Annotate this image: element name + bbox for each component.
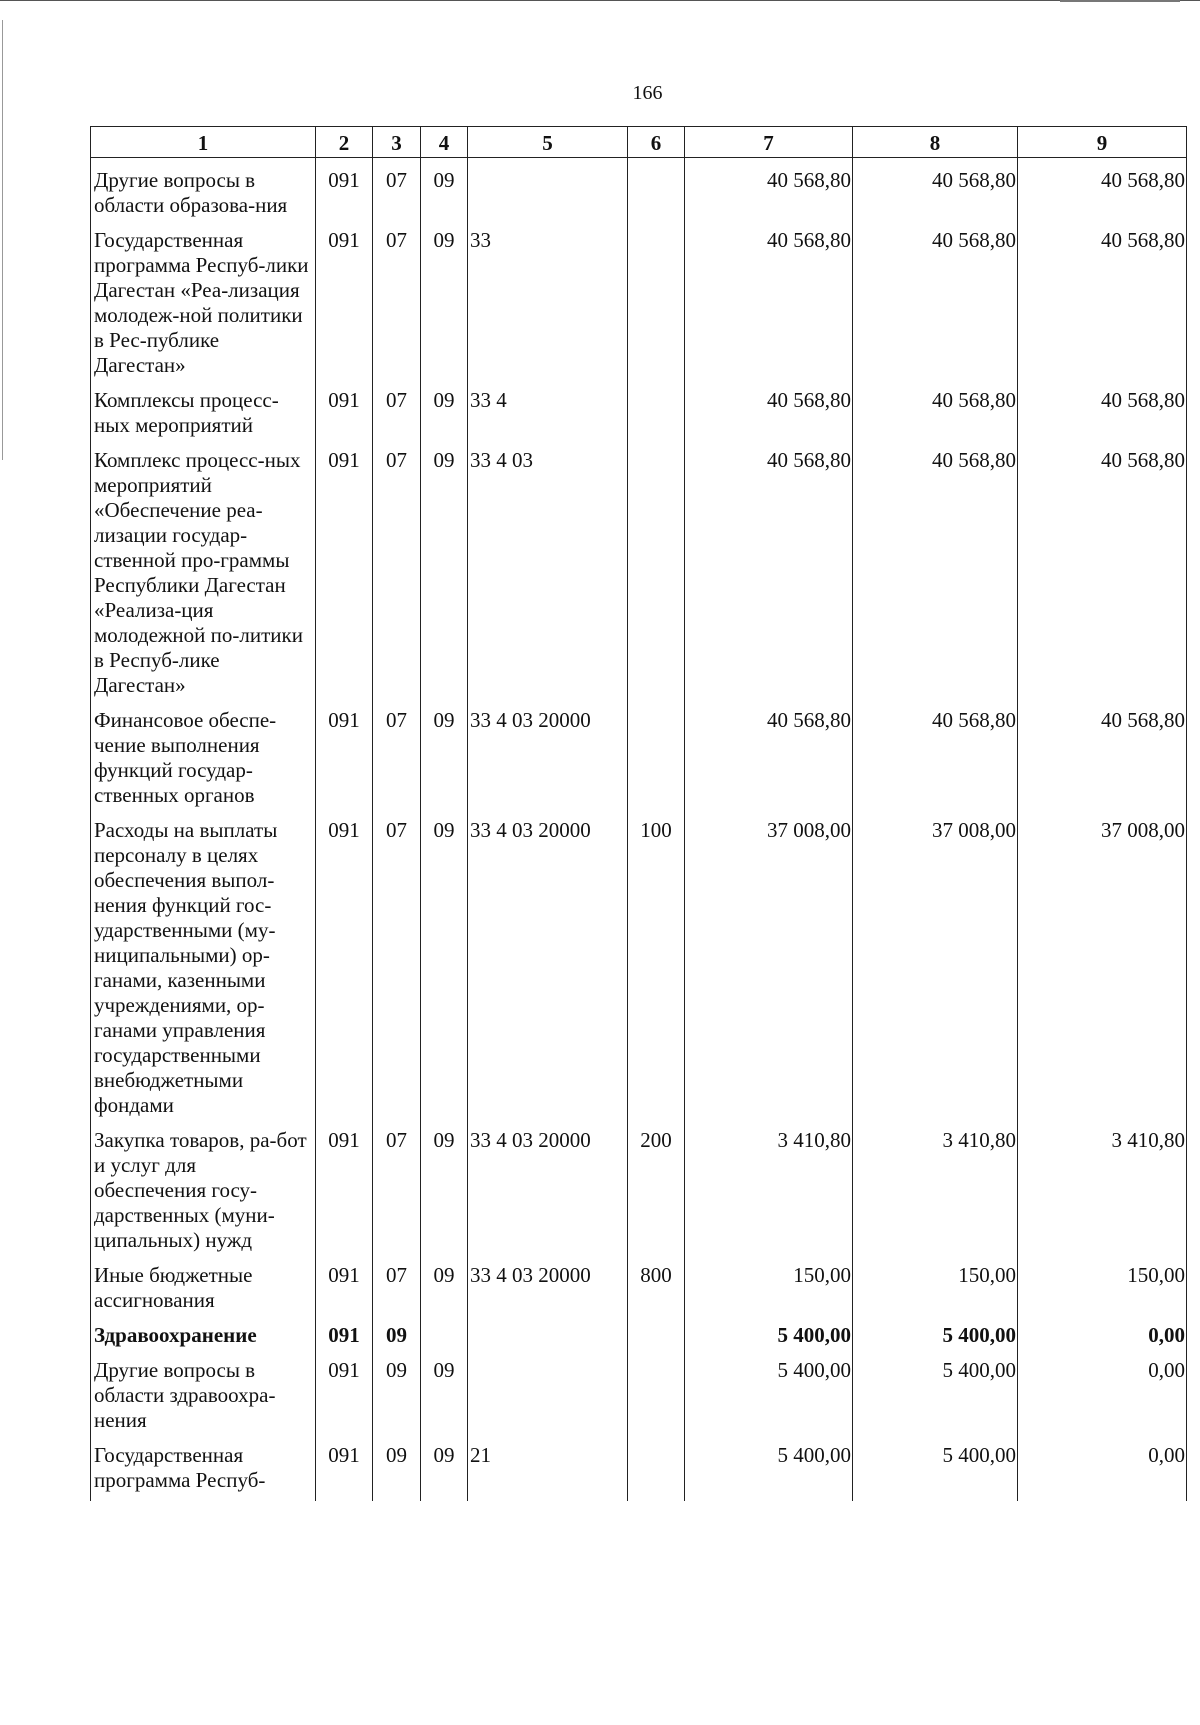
row-amount-col8: 5 400,00 bbox=[853, 1313, 1018, 1348]
row-amount-col9: 37 008,00 bbox=[1018, 808, 1187, 1118]
row-name: Иные бюджетные ассигнования bbox=[91, 1253, 316, 1313]
budget-table bbox=[90, 126, 1187, 1501]
row-name: Другие вопросы в области образова-ния bbox=[91, 158, 316, 219]
row-expense-type: 800 bbox=[628, 1253, 685, 1313]
row-subsection-code: 09 bbox=[421, 1433, 468, 1501]
row-admin-code: 091 bbox=[316, 158, 373, 219]
row-target-article: 33 4 03 20000 bbox=[468, 1118, 628, 1253]
row-subsection-code bbox=[421, 1313, 468, 1348]
table-row bbox=[91, 698, 1187, 808]
column-header-4: 4 bbox=[421, 127, 468, 158]
table-header-row bbox=[91, 127, 1187, 158]
row-expense-type bbox=[628, 218, 685, 378]
row-amount-col9: 40 568,80 bbox=[1018, 218, 1187, 378]
row-target-article: 33 4 03 20000 bbox=[468, 1253, 628, 1313]
row-section-code: 07 bbox=[373, 698, 421, 808]
page-number: 166 bbox=[632, 82, 663, 104]
row-admin-code: 091 bbox=[316, 1253, 373, 1313]
row-section-code: 09 bbox=[373, 1433, 421, 1501]
row-expense-type: 100 bbox=[628, 808, 685, 1118]
row-admin-code: 091 bbox=[316, 438, 373, 698]
row-name: Расходы на выплаты персоналу в целях обеспечения выпол-нения функций гос-ударственными (му-ниципальными) ор-ганами, казенными учреждениями, ор-ганами управления государственными внебюджетными фондами bbox=[91, 808, 316, 1118]
row-amount-col7: 40 568,80 bbox=[685, 438, 853, 698]
row-section-code: 07 bbox=[373, 158, 421, 219]
row-section-code: 07 bbox=[373, 378, 421, 438]
row-amount-col8: 3 410,80 bbox=[853, 1118, 1018, 1253]
row-expense-type bbox=[628, 698, 685, 808]
row-subsection-code: 09 bbox=[421, 1118, 468, 1253]
column-header-8: 8 bbox=[853, 127, 1018, 158]
row-target-article: 33 4 bbox=[468, 378, 628, 438]
row-target-article: 33 4 03 bbox=[468, 438, 628, 698]
row-subsection-code: 09 bbox=[421, 808, 468, 1118]
row-expense-type bbox=[628, 438, 685, 698]
row-amount-col8: 40 568,80 bbox=[853, 218, 1018, 378]
row-target-article bbox=[468, 158, 628, 219]
row-subsection-code: 09 bbox=[421, 218, 468, 378]
row-amount-col9: 40 568,80 bbox=[1018, 378, 1187, 438]
row-name: Финансовое обеспе-чение выполнения функций государ-ственных органов bbox=[91, 698, 316, 808]
row-name: Государственная программа Респуб-лики Дагестан «Реа-лизация молодеж-ной политики в Рес-публике Дагестан» bbox=[91, 218, 316, 378]
row-section-code: 07 bbox=[373, 1253, 421, 1313]
row-amount-col8: 40 568,80 bbox=[853, 378, 1018, 438]
row-expense-type bbox=[628, 378, 685, 438]
table-row bbox=[91, 1348, 1187, 1433]
top-border-mark bbox=[1060, 0, 1180, 2]
column-header-2: 2 bbox=[316, 127, 373, 158]
table-row bbox=[91, 808, 1187, 1118]
row-name: Комплексы процесс-ных мероприятий bbox=[91, 378, 316, 438]
row-expense-type bbox=[628, 1313, 685, 1348]
row-target-article: 33 bbox=[468, 218, 628, 378]
row-expense-type bbox=[628, 158, 685, 219]
row-amount-col9: 0,00 bbox=[1018, 1313, 1187, 1348]
row-section-code: 07 bbox=[373, 218, 421, 378]
row-amount-col8: 5 400,00 bbox=[853, 1433, 1018, 1501]
row-admin-code: 091 bbox=[316, 1348, 373, 1433]
top-border-line bbox=[0, 0, 1200, 1]
row-amount-col9: 150,00 bbox=[1018, 1253, 1187, 1313]
row-section-code: 07 bbox=[373, 438, 421, 698]
row-target-article: 21 bbox=[468, 1433, 628, 1501]
table-row bbox=[91, 218, 1187, 378]
column-header-3: 3 bbox=[373, 127, 421, 158]
row-subsection-code: 09 bbox=[421, 438, 468, 698]
row-admin-code: 091 bbox=[316, 1313, 373, 1348]
row-amount-col9: 0,00 bbox=[1018, 1348, 1187, 1433]
row-section-code: 09 bbox=[373, 1348, 421, 1433]
row-admin-code: 091 bbox=[316, 378, 373, 438]
table-row bbox=[91, 378, 1187, 438]
row-amount-col7: 5 400,00 bbox=[685, 1348, 853, 1433]
row-amount-col7: 5 400,00 bbox=[685, 1313, 853, 1348]
row-amount-col8: 40 568,80 bbox=[853, 158, 1018, 219]
row-admin-code: 091 bbox=[316, 808, 373, 1118]
row-admin-code: 091 bbox=[316, 218, 373, 378]
table-row bbox=[91, 438, 1187, 698]
table-row bbox=[91, 158, 1187, 219]
column-header-1: 1 bbox=[91, 127, 316, 158]
row-section-code: 07 bbox=[373, 1118, 421, 1253]
row-amount-col9: 0,00 bbox=[1018, 1433, 1187, 1501]
row-expense-type bbox=[628, 1433, 685, 1501]
row-name: Государственная программа Респуб- bbox=[91, 1433, 316, 1501]
row-target-article: 33 4 03 20000 bbox=[468, 698, 628, 808]
row-expense-type: 200 bbox=[628, 1118, 685, 1253]
row-name: Здравоохранение bbox=[91, 1313, 316, 1348]
row-amount-col9: 3 410,80 bbox=[1018, 1118, 1187, 1253]
table-row bbox=[91, 1313, 1187, 1348]
column-header-6: 6 bbox=[628, 127, 685, 158]
row-admin-code: 091 bbox=[316, 1118, 373, 1253]
column-header-9: 9 bbox=[1018, 127, 1187, 158]
row-amount-col8: 40 568,80 bbox=[853, 698, 1018, 808]
row-subsection-code: 09 bbox=[421, 698, 468, 808]
row-expense-type bbox=[628, 1348, 685, 1433]
row-subsection-code: 09 bbox=[421, 378, 468, 438]
row-amount-col7: 5 400,00 bbox=[685, 1433, 853, 1501]
row-amount-col8: 37 008,00 bbox=[853, 808, 1018, 1118]
row-subsection-code: 09 bbox=[421, 158, 468, 219]
row-target-article: 33 4 03 20000 bbox=[468, 808, 628, 1118]
row-amount-col7: 37 008,00 bbox=[685, 808, 853, 1118]
row-amount-col8: 150,00 bbox=[853, 1253, 1018, 1313]
column-header-5: 5 bbox=[468, 127, 628, 158]
table-row bbox=[91, 1118, 1187, 1253]
row-name: Другие вопросы в области здравоохра-нения bbox=[91, 1348, 316, 1433]
row-section-code: 09 bbox=[373, 1313, 421, 1348]
row-amount-col7: 40 568,80 bbox=[685, 158, 853, 219]
row-section-code: 07 bbox=[373, 808, 421, 1118]
row-amount-col9: 40 568,80 bbox=[1018, 158, 1187, 219]
table-row bbox=[91, 1253, 1187, 1313]
row-amount-col7: 3 410,80 bbox=[685, 1118, 853, 1253]
table-row bbox=[91, 1433, 1187, 1501]
row-subsection-code: 09 bbox=[421, 1348, 468, 1433]
row-amount-col8: 40 568,80 bbox=[853, 438, 1018, 698]
row-amount-col9: 40 568,80 bbox=[1018, 438, 1187, 698]
row-name: Закупка товаров, ра-бот и услуг для обеспечения госу-дарственных (муни-ципальных) нужд bbox=[91, 1118, 316, 1253]
row-name: Комплекс процесс-ных мероприятий «Обеспечение реа-лизации государ-ственной про-граммы Республики Дагестан «Реализа-ция молодежной по-литики в Респуб-лике Дагестан» bbox=[91, 438, 316, 698]
row-admin-code: 091 bbox=[316, 698, 373, 808]
row-target-article bbox=[468, 1313, 628, 1348]
row-admin-code: 091 bbox=[316, 1433, 373, 1501]
row-amount-col7: 40 568,80 bbox=[685, 698, 853, 808]
row-amount-col9: 40 568,80 bbox=[1018, 698, 1187, 808]
row-amount-col8: 5 400,00 bbox=[853, 1348, 1018, 1433]
row-amount-col7: 40 568,80 bbox=[685, 218, 853, 378]
row-target-article bbox=[468, 1348, 628, 1433]
row-amount-col7: 150,00 bbox=[685, 1253, 853, 1313]
row-amount-col7: 40 568,80 bbox=[685, 378, 853, 438]
column-header-7: 7 bbox=[685, 127, 853, 158]
row-subsection-code: 09 bbox=[421, 1253, 468, 1313]
